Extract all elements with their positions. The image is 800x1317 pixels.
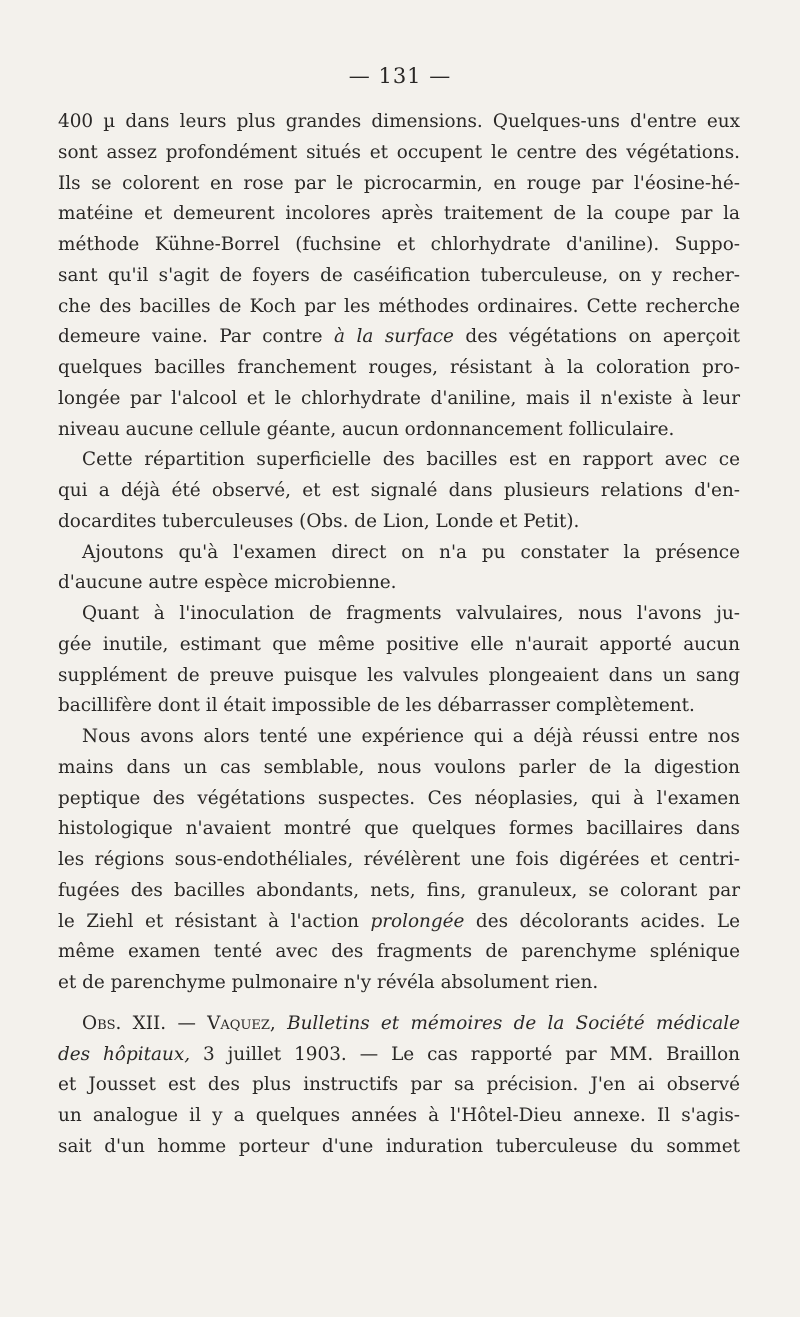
text-line: mains dans un cas semblable, nous voulons parler de la digestion (58, 756, 740, 778)
italic-text: prolongée (370, 910, 465, 932)
body-text (58, 107, 740, 1163)
text-segment: des décolorants acides. Le (464, 910, 740, 932)
text-line: matéine et demeurent incolores après traitement de la coupe par la (58, 203, 740, 225)
text-segment: demeure vaine. Par contre (58, 326, 334, 348)
text-line: supplément de preuve puisque les valvules plongeaient dans un sang (58, 664, 740, 686)
observation-entry (58, 1009, 740, 1163)
text-segment: des végétations on aperçoit (453, 326, 740, 348)
text-line: niveau aucune cellule géante, aucun ordonnancement folliculaire. (58, 418, 675, 440)
text-line: Quant à l'inoculation de fragments valvulaires, nous l'avons ju- (82, 603, 740, 624)
text-line: et Jousset est des plus instructifs par sa précision. J'en ai observé (58, 1074, 740, 1096)
text-line: gée inutile, estimant que même positive elle n'aurait apporté aucun (58, 633, 740, 655)
observation-author: Vaquez, (207, 1012, 276, 1034)
text-segment: 3 juillet 1903. — Le cas rapporté par MM. Braillon (203, 1043, 740, 1065)
text-segment: le Ziehl et résistant à l'action (58, 910, 371, 932)
text-line (58, 907, 740, 938)
text-line: docardites tuberculeuses (Obs. de Lion, Londe et Petit). (58, 510, 580, 532)
text-line: qui a déjà été observé, et est signalé dans plusieurs relations d'en- (58, 480, 740, 501)
italic-text: à la surface (334, 326, 454, 348)
text-line: sait d'un homme porteur d'une induration tuberculeuse du sommet (58, 1135, 740, 1157)
text-line (58, 1009, 740, 1040)
paragraph (58, 107, 740, 445)
source-title: Bulletins et mémoires de la Société médicale (287, 1012, 740, 1034)
text-line: sont assez profondément situés et occupent le centre des végétations. (58, 141, 740, 163)
text-line: méthode Kühne-Borrel (fuchsine et chlorhydrate d'aniline). Suppo- (58, 234, 740, 255)
text-line: sant qu'il s'agit de foyers de caséification tuberculeuse, on y recher- (58, 264, 740, 286)
text-line: Ajoutons qu'à l'examen direct on n'a pu constater la présence (82, 541, 740, 563)
text-line: histologique n'avaient montré que quelques formes bacillaires dans (58, 818, 740, 840)
text-line: d'aucune autre espèce microbienne. (58, 572, 397, 594)
text-line: bacillifère dont il était impossible de les débarrasser complètement. (58, 695, 695, 717)
text-line: quelques bacilles franchement rouges, résistant à la coloration pro- (58, 357, 740, 378)
text-line: même examen tenté avec des fragments de parenchyme splénique (58, 941, 740, 963)
text-line: fugées des bacilles abondants, nets, fins, granuleux, se colorant par (58, 879, 740, 901)
dash: — (177, 1012, 196, 1034)
text-line: Nous avons alors tenté une expérience qui a déjà réussi entre nos (82, 726, 740, 747)
section-spacer (58, 999, 740, 1009)
text-line: les régions sous-endothéliales, révélèrent une fois digérées et centri- (58, 849, 740, 870)
page-number: — 131 — (348, 64, 452, 88)
text-line: longée par l'alcool et le chlorhydrate d'aniline, mais il n'existe à leur (58, 387, 740, 409)
text-line: 400 µ dans leurs plus grandes dimensions. Quelques-uns d'entre eux (58, 111, 740, 132)
text-line (58, 1040, 740, 1071)
paragraph (58, 722, 740, 999)
source-title: des hôpitaux, (58, 1043, 191, 1065)
text-line: che des bacilles de Koch par les méthodes ordinaires. Cette recherche (58, 295, 740, 317)
text-line: et de parenchyme pulmonaire n'y révéla absolument rien. (58, 972, 599, 993)
paragraph (58, 599, 740, 722)
text-line: Ils se colorent en rose par le picrocarmin, en rouge par l'éosine-hé- (58, 172, 740, 194)
text-line: un analogue il y a quelques années à l'Hôtel-Dieu annexe. Il s'agis- (58, 1105, 740, 1126)
text-line: Cette répartition superficielle des bacilles est en rapport avec ce (82, 449, 740, 471)
observation-label: Obs. XII. (82, 1012, 167, 1034)
text-line: peptique des végétations suspectes. Ces néoplasies, qui à l'examen (58, 787, 740, 809)
text-line (58, 322, 740, 353)
paragraph (58, 445, 740, 537)
paragraph (58, 538, 740, 600)
